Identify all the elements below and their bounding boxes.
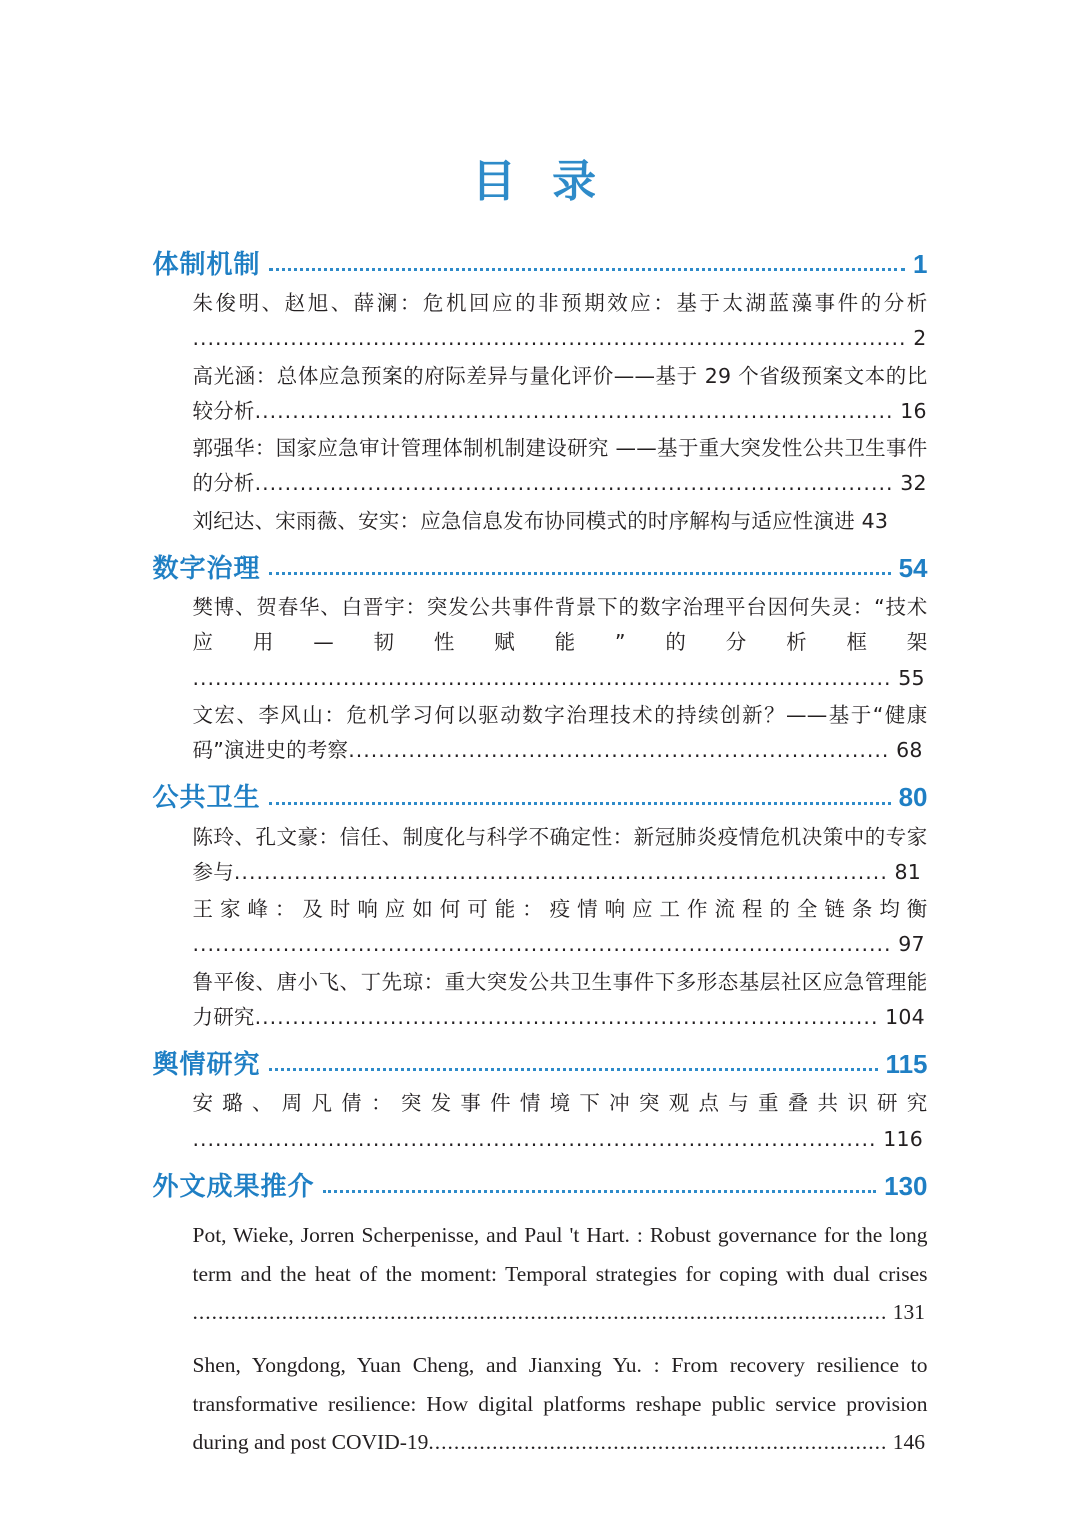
leader-dots: ..................................................................................... — [254, 471, 894, 496]
toc-entry[interactable] — [153, 590, 928, 696]
toc-entry-title: 陈玲、孔文豪：信任、制度化与科学不确定性：新冠肺炎疫情危机决策中的专家参与 — [192, 824, 928, 884]
toc-section-label: 数字治理 — [152, 552, 261, 583]
leader-dots — [269, 1068, 878, 1071]
leader-dots: ............................................................................................... — [192, 326, 907, 351]
toc-section-heading[interactable] — [153, 782, 928, 813]
leader-dots: ............................................................................................. — [192, 665, 892, 690]
toc-entry-title: 刘纪达、宋雨薇、安实：应急信息发布协同模式的时序解构与适应性演进 — [192, 508, 855, 533]
toc-entry-title: 樊博、贺春华、白晋宇：突发公共事件背景下的数字治理平台因何失灵：“技术应用—韧性赋能”的分析框架 — [192, 595, 928, 655]
toc-entry[interactable] — [153, 431, 928, 502]
toc-entry[interactable] — [153, 698, 928, 769]
toc-entry[interactable] — [153, 820, 928, 891]
toc-entry-title: 王家峰：及时响应如何可能：疫情响应工作流程的全链条均衡 — [192, 897, 928, 922]
toc-entry-title: 安璐、周凡倩：突发事件情境下冲突观点与重叠共识研究 — [192, 1091, 928, 1116]
toc-entry-page-number: 32 — [893, 471, 927, 496]
leader-dots — [323, 1190, 877, 1193]
leader-dots: ............................................................................................. — [192, 932, 892, 957]
toc-list — [153, 209, 928, 1462]
toc-entry-title: Pot, Wieke, Jorren Scherpenisse, and Paul 't Hart. : Robust governance for the long term and the heat of the moment: Temporal strategies for coping with dual crises — [192, 1222, 928, 1286]
toc-section-page-number: 1 — [913, 249, 928, 279]
toc-entry-title: 文宏、李风山：危机学习何以驱动数字治理技术的持续创新？——基于“健康码”演进史的考察 — [192, 702, 928, 763]
toc-section-heading[interactable] — [153, 1049, 928, 1080]
toc-entry-page-number: 97 — [891, 932, 925, 957]
toc-entry[interactable] — [153, 504, 928, 539]
toc-section-heading[interactable] — [153, 249, 928, 280]
toc-entry[interactable] — [153, 1346, 928, 1462]
leader-dots: ..................................................................................... — [254, 398, 894, 423]
toc-entry-page-number: 104 — [878, 1004, 925, 1029]
toc-section-heading[interactable] — [153, 553, 928, 584]
toc-entry[interactable] — [153, 286, 928, 357]
leader-dots: ....................................................................................... — [233, 859, 888, 884]
leader-dots — [269, 572, 891, 575]
toc-entry[interactable] — [153, 965, 928, 1036]
leader-dots: ........................................................................................... — [192, 1126, 877, 1151]
leader-dots: ........................................................................ — [428, 1430, 888, 1455]
toc-section-page-number: 54 — [898, 552, 928, 583]
toc-section-label: 公共卫生 — [152, 782, 261, 813]
toc-entry-title: 高光涵：总体应急预案的府际差异与量化评价——基于 29 个省级预案文本的比较分析 — [192, 363, 928, 423]
leader-dots: ........................................................................ — [348, 738, 890, 763]
toc-entry[interactable] — [153, 1086, 928, 1157]
toc-entry-page-number: 116 — [876, 1126, 923, 1151]
toc-section-page-number: 80 — [898, 782, 928, 813]
toc-entry-page-number: 131 — [887, 1300, 925, 1325]
toc-section-page-number: 130 — [884, 1170, 928, 1201]
toc-section-label: 体制机制 — [152, 249, 261, 279]
toc-section-label: 舆情研究 — [152, 1049, 261, 1080]
toc-section-page-number: 115 — [885, 1049, 928, 1080]
page-title: 目 录 — [471, 157, 609, 206]
toc-entry-title: Shen, Yongdong, Yuan Cheng, and Jianxing Yu. : From recovery resilience to transformative resilience: How digital platforms reshape public service provision during and post COVID-19 — [192, 1353, 928, 1455]
leader-dots — [269, 802, 891, 805]
leader-dots: ............................................................................................................. — [192, 1300, 888, 1325]
toc-entry-title: 鲁平俊、唐小飞、丁先琼：重大突发公共卫生事件下多形态基层社区应急管理能力研究 — [192, 969, 928, 1029]
leader-dots — [269, 268, 906, 271]
toc-entry[interactable] — [153, 359, 928, 430]
leader-dots: ................................................................................... — [254, 1004, 879, 1029]
toc-section-heading[interactable] — [153, 1171, 928, 1202]
toc-entry-page-number: 55 — [891, 665, 925, 690]
toc-entry-page-number: 16 — [893, 398, 927, 423]
toc-entry-page-number: 2 — [906, 326, 927, 351]
toc-entry-page-number: 68 — [889, 738, 923, 763]
toc-entry-title: 朱俊明、赵旭、薛澜：危机回应的非预期效应：基于太湖蓝藻事件的分析 — [192, 291, 928, 316]
toc-entry-page-number: 81 — [887, 859, 922, 884]
toc-entry[interactable] — [153, 1216, 928, 1332]
toc-entry-page-number: 146 — [887, 1430, 926, 1455]
toc-section-label: 外文成果推介 — [152, 1170, 315, 1201]
toc-entry-title: 郭强华：国家应急审计管理体制机制建设研究 ——基于重大突发性公共卫生事件的分析 — [192, 436, 928, 496]
toc-entry[interactable] — [153, 892, 928, 963]
toc-entry-page-number: 43 — [854, 508, 889, 533]
